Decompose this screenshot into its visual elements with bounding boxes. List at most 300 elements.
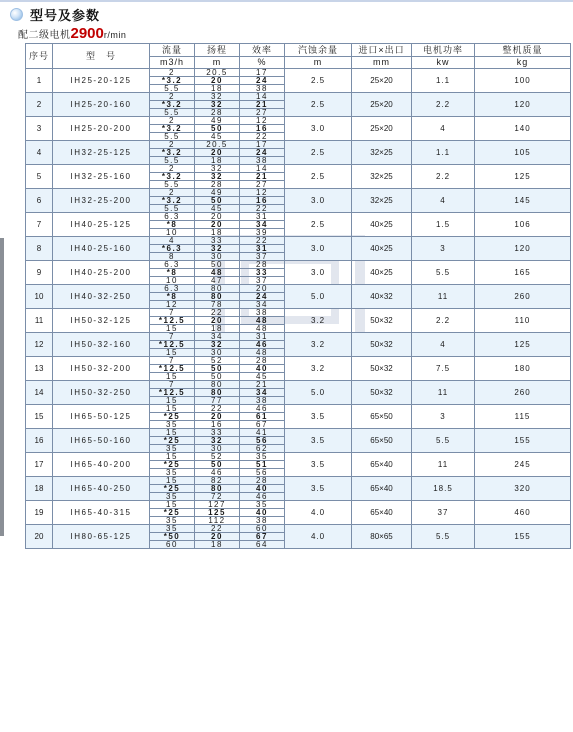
cell-index: 15 xyxy=(26,405,53,429)
cell-index: 16 xyxy=(26,429,53,453)
cell-weight: 106 xyxy=(475,213,571,237)
cell-efficiency: 34 xyxy=(240,301,285,309)
cell-inlet-outlet: 50×32 xyxy=(352,309,412,333)
table-row xyxy=(26,381,571,389)
table-row xyxy=(26,525,571,533)
header-index: 序号 xyxy=(26,44,53,69)
header-head: 扬程 xyxy=(195,44,240,57)
cell-flow: 5.5 xyxy=(150,157,195,165)
cell-flow: 15 xyxy=(150,501,195,509)
cell-flow: *25 xyxy=(150,461,195,469)
cell-head: 50 xyxy=(195,461,240,469)
cell-efficiency: 28 xyxy=(240,261,285,269)
cell-weight: 320 xyxy=(475,477,571,501)
cell-flow: 15 xyxy=(150,349,195,357)
cell-efficiency: 21 xyxy=(240,101,285,109)
table-row-group xyxy=(26,453,571,477)
cell-head: 50 xyxy=(195,125,240,133)
cell-flow: 15 xyxy=(150,405,195,413)
cell-model: IH25-20-200 xyxy=(53,117,150,141)
cell-npsh: 3.0 xyxy=(285,237,352,261)
cell-head: 18 xyxy=(195,541,240,549)
cell-model: IH65-40-250 xyxy=(53,477,150,501)
cell-power: 11 xyxy=(412,285,475,309)
cell-index: 4 xyxy=(26,141,53,165)
cell-npsh: 3.2 xyxy=(285,333,352,357)
cell-index: 6 xyxy=(26,189,53,213)
cell-efficiency: 31 xyxy=(240,245,285,253)
cell-head: 32 xyxy=(195,245,240,253)
cell-efficiency: 60 xyxy=(240,525,285,533)
cell-flow: 7 xyxy=(150,357,195,365)
cell-efficiency: 33 xyxy=(240,269,285,277)
cell-npsh: 2.5 xyxy=(285,141,352,165)
table-row-group xyxy=(26,381,571,405)
cell-flow: 15 xyxy=(150,477,195,485)
cell-weight: 260 xyxy=(475,381,571,405)
cell-flow: *8 xyxy=(150,269,195,277)
motor-speed-prefix: 配二级电机 xyxy=(18,30,71,41)
cell-head: 112 xyxy=(195,517,240,525)
cell-efficiency: 27 xyxy=(240,181,285,189)
cell-inlet-outlet: 65×40 xyxy=(352,477,412,501)
cell-head: 32 xyxy=(195,165,240,173)
cell-model: IH80-65-125 xyxy=(53,525,150,549)
cell-index: 13 xyxy=(26,357,53,381)
cell-inlet-outlet: 25×20 xyxy=(352,93,412,117)
cell-inlet-outlet: 50×32 xyxy=(352,357,412,381)
cell-efficiency: 48 xyxy=(240,325,285,333)
header-model: 型 号 xyxy=(53,44,150,69)
cell-flow: 6.3 xyxy=(150,261,195,269)
table-row xyxy=(26,189,571,197)
cell-efficiency: 22 xyxy=(240,205,285,213)
cell-inlet-outlet: 50×32 xyxy=(352,381,412,405)
cell-head: 46 xyxy=(195,469,240,477)
top-rule xyxy=(0,0,573,2)
cell-npsh: 3.0 xyxy=(285,189,352,213)
cell-weight: 460 xyxy=(475,501,571,525)
cell-efficiency: 41 xyxy=(240,429,285,437)
cell-efficiency: 39 xyxy=(240,229,285,237)
cell-model: IH25-20-125 xyxy=(53,69,150,93)
cell-power: 1.5 xyxy=(412,213,475,237)
table-row xyxy=(26,237,571,245)
cell-inlet-outlet: 32×25 xyxy=(352,141,412,165)
cell-index: 12 xyxy=(26,333,53,357)
cell-efficiency: 38 xyxy=(240,309,285,317)
cell-weight: 125 xyxy=(475,333,571,357)
cell-efficiency: 37 xyxy=(240,253,285,261)
cell-index: 10 xyxy=(26,285,53,309)
cell-head: 16 xyxy=(195,421,240,429)
section-title: 型号及参数 xyxy=(30,7,101,23)
cell-head: 45 xyxy=(195,133,240,141)
table-row-group xyxy=(26,237,571,261)
cell-efficiency: 22 xyxy=(240,133,285,141)
cell-head: 72 xyxy=(195,493,240,501)
cell-efficiency: 31 xyxy=(240,333,285,341)
cell-npsh: 5.0 xyxy=(285,381,352,405)
cell-inlet-outlet: 40×25 xyxy=(352,213,412,237)
cell-efficiency: 61 xyxy=(240,413,285,421)
cell-model: IH50-32-250 xyxy=(53,381,150,405)
cell-power: 2.2 xyxy=(412,93,475,117)
table-row xyxy=(26,357,571,365)
table-row xyxy=(26,501,571,509)
bullet-icon xyxy=(10,8,23,21)
cell-index: 3 xyxy=(26,117,53,141)
cell-power: 3 xyxy=(412,237,475,261)
cell-head: 80 xyxy=(195,381,240,389)
cell-efficiency: 16 xyxy=(240,197,285,205)
table-row xyxy=(26,285,571,293)
cell-efficiency: 48 xyxy=(240,317,285,325)
cell-flow: 35 xyxy=(150,525,195,533)
cell-head: 49 xyxy=(195,189,240,197)
cell-flow: *6.3 xyxy=(150,245,195,253)
table-row-group xyxy=(26,261,571,285)
cell-inlet-outlet: 40×25 xyxy=(352,237,412,261)
table-row-group xyxy=(26,285,571,309)
cell-head: 32 xyxy=(195,437,240,445)
cell-head: 30 xyxy=(195,445,240,453)
cell-efficiency: 21 xyxy=(240,381,285,389)
cell-efficiency: 40 xyxy=(240,485,285,493)
section-header xyxy=(10,6,100,22)
unit-weight: kg xyxy=(475,57,571,69)
table-row-group xyxy=(26,189,571,213)
cell-index: 14 xyxy=(26,381,53,405)
motor-speed-value: 2900 xyxy=(70,25,104,42)
cell-efficiency: 40 xyxy=(240,509,285,517)
unit-npsh: m xyxy=(285,57,352,69)
header-inlet-outlet: 进口×出口 xyxy=(352,44,412,57)
cell-flow: 6.3 xyxy=(150,213,195,221)
table-row xyxy=(26,117,571,125)
cell-index: 1 xyxy=(26,69,53,93)
table-row xyxy=(26,69,571,77)
cell-power: 2.2 xyxy=(412,165,475,189)
cell-inlet-outlet: 32×25 xyxy=(352,189,412,213)
cell-efficiency: 24 xyxy=(240,149,285,157)
cell-flow: 7 xyxy=(150,381,195,389)
cell-inlet-outlet: 65×50 xyxy=(352,429,412,453)
cell-npsh: 2.5 xyxy=(285,165,352,189)
cell-model: IH32-25-160 xyxy=(53,165,150,189)
cell-flow: *25 xyxy=(150,437,195,445)
cell-flow: 15 xyxy=(150,453,195,461)
cell-flow: 15 xyxy=(150,397,195,405)
cell-power: 4 xyxy=(412,189,475,213)
cell-head: 22 xyxy=(195,405,240,413)
cell-flow: *12.5 xyxy=(150,389,195,397)
cell-model: IH65-50-125 xyxy=(53,405,150,429)
header-weight: 整机质量 xyxy=(475,44,571,57)
header-efficiency: 效率 xyxy=(240,44,285,57)
cell-weight: 115 xyxy=(475,405,571,429)
cell-weight: 145 xyxy=(475,189,571,213)
cell-head: 34 xyxy=(195,333,240,341)
cell-model: IH65-40-200 xyxy=(53,453,150,477)
cell-efficiency: 28 xyxy=(240,357,285,365)
cell-model: IH40-25-200 xyxy=(53,261,150,285)
cell-head: 125 xyxy=(195,509,240,517)
cell-index: 19 xyxy=(26,501,53,525)
cell-head: 80 xyxy=(195,389,240,397)
table-row-group xyxy=(26,501,571,525)
cell-flow: *25 xyxy=(150,413,195,421)
cell-efficiency: 48 xyxy=(240,349,285,357)
cell-model: IH40-32-250 xyxy=(53,285,150,309)
cell-power: 5.5 xyxy=(412,261,475,285)
unit-power: kw xyxy=(412,57,475,69)
cell-head: 22 xyxy=(195,525,240,533)
cell-power: 4 xyxy=(412,333,475,357)
table-row-group xyxy=(26,213,571,237)
cell-weight: 155 xyxy=(475,429,571,453)
cell-power: 3 xyxy=(412,405,475,429)
cell-flow: *3.2 xyxy=(150,125,195,133)
cell-npsh: 4.0 xyxy=(285,525,352,549)
cell-power: 4 xyxy=(412,117,475,141)
cell-flow: 10 xyxy=(150,229,195,237)
cell-flow: 10 xyxy=(150,277,195,285)
cell-efficiency: 24 xyxy=(240,293,285,301)
cell-npsh: 3.2 xyxy=(285,309,352,333)
cell-power: 5.5 xyxy=(412,429,475,453)
cell-head: 30 xyxy=(195,253,240,261)
cell-weight: 120 xyxy=(475,237,571,261)
cell-npsh: 3.5 xyxy=(285,477,352,501)
cell-flow: *12.5 xyxy=(150,317,195,325)
table-row xyxy=(26,453,571,461)
table-row xyxy=(26,477,571,485)
table-row xyxy=(26,165,571,173)
cell-flow: 5.5 xyxy=(150,85,195,93)
cell-head: 78 xyxy=(195,301,240,309)
cell-efficiency: 51 xyxy=(240,461,285,469)
cell-efficiency: 31 xyxy=(240,213,285,221)
pump-spec-table xyxy=(25,43,571,549)
cell-index: 20 xyxy=(26,525,53,549)
cell-flow: 15 xyxy=(150,325,195,333)
cell-efficiency: 46 xyxy=(240,493,285,501)
table-row-group xyxy=(26,477,571,501)
cell-model: IH50-32-200 xyxy=(53,357,150,381)
cell-npsh: 3.5 xyxy=(285,405,352,429)
cell-head: 20 xyxy=(195,77,240,85)
cell-head: 127 xyxy=(195,501,240,509)
cell-model: IH40-25-125 xyxy=(53,213,150,237)
cell-efficiency: 46 xyxy=(240,405,285,413)
cell-power: 1.1 xyxy=(412,141,475,165)
cell-efficiency: 16 xyxy=(240,125,285,133)
cell-weight: 105 xyxy=(475,141,571,165)
cell-head: 33 xyxy=(195,429,240,437)
cell-flow: *12.5 xyxy=(150,341,195,349)
cell-efficiency: 27 xyxy=(240,109,285,117)
cell-power: 7.5 xyxy=(412,357,475,381)
cell-efficiency: 38 xyxy=(240,517,285,525)
cell-model: IH32-25-200 xyxy=(53,189,150,213)
cell-head: 32 xyxy=(195,93,240,101)
table-row xyxy=(26,141,571,149)
cell-efficiency: 14 xyxy=(240,165,285,173)
cell-head: 52 xyxy=(195,453,240,461)
cell-npsh: 3.0 xyxy=(285,117,352,141)
cell-model: IH65-50-160 xyxy=(53,429,150,453)
cell-efficiency: 67 xyxy=(240,533,285,541)
cell-head: 18 xyxy=(195,157,240,165)
cell-inlet-outlet: 25×20 xyxy=(352,69,412,93)
cell-weight: 110 xyxy=(475,309,571,333)
table-row-group xyxy=(26,141,571,165)
page-edge-bar xyxy=(0,238,4,536)
cell-head: 50 xyxy=(195,365,240,373)
cell-flow: 7 xyxy=(150,309,195,317)
cell-flow: *3.2 xyxy=(150,101,195,109)
cell-head: 20 xyxy=(195,533,240,541)
cell-head: 18 xyxy=(195,85,240,93)
cell-head: 18 xyxy=(195,229,240,237)
cell-head: 28 xyxy=(195,109,240,117)
cell-efficiency: 14 xyxy=(240,93,285,101)
table-row-group xyxy=(26,165,571,189)
cell-model: IH32-25-125 xyxy=(53,141,150,165)
cell-efficiency: 37 xyxy=(240,277,285,285)
cell-head: 32 xyxy=(195,341,240,349)
cell-efficiency: 35 xyxy=(240,501,285,509)
cell-inlet-outlet: 65×40 xyxy=(352,501,412,525)
cell-flow: *3.2 xyxy=(150,173,195,181)
cell-head: 20 xyxy=(195,413,240,421)
table-row-group xyxy=(26,429,571,453)
cell-inlet-outlet: 40×25 xyxy=(352,261,412,285)
cell-efficiency: 24 xyxy=(240,77,285,85)
unit-head: m xyxy=(195,57,240,69)
cell-power: 18.5 xyxy=(412,477,475,501)
cell-flow: 15 xyxy=(150,429,195,437)
cell-power: 2.2 xyxy=(412,309,475,333)
cell-head: 32 xyxy=(195,173,240,181)
cell-flow: 60 xyxy=(150,541,195,549)
table-row-group xyxy=(26,309,571,333)
cell-npsh: 4.0 xyxy=(285,501,352,525)
cell-head: 20.5 xyxy=(195,69,240,77)
header-power: 电机功率 xyxy=(412,44,475,57)
header-npsh: 汽蚀余量 xyxy=(285,44,352,57)
cell-head: 47 xyxy=(195,277,240,285)
cell-npsh: 5.0 xyxy=(285,285,352,309)
cell-inlet-outlet: 80×65 xyxy=(352,525,412,549)
cell-model: IH25-20-160 xyxy=(53,93,150,117)
cell-efficiency: 62 xyxy=(240,445,285,453)
cell-flow: 4 xyxy=(150,237,195,245)
table-row xyxy=(26,333,571,341)
cell-flow: 35 xyxy=(150,421,195,429)
cell-flow: 2 xyxy=(150,189,195,197)
cell-flow: *3.2 xyxy=(150,197,195,205)
cell-efficiency: 12 xyxy=(240,189,285,197)
cell-flow: *25 xyxy=(150,509,195,517)
motor-speed-unit: r/min xyxy=(103,30,127,40)
cell-efficiency: 38 xyxy=(240,85,285,93)
cell-efficiency: 34 xyxy=(240,389,285,397)
header-flow: 流量 xyxy=(150,44,195,57)
table-row-group xyxy=(26,117,571,141)
cell-head: 49 xyxy=(195,117,240,125)
cell-flow: *3.2 xyxy=(150,77,195,85)
cell-npsh: 2.5 xyxy=(285,213,352,237)
cell-model: IH50-32-160 xyxy=(53,333,150,357)
cell-head: 33 xyxy=(195,237,240,245)
cell-flow: 2 xyxy=(150,69,195,77)
cell-head: 50 xyxy=(195,197,240,205)
cell-model: IH40-25-160 xyxy=(53,237,150,261)
cell-weight: 245 xyxy=(475,453,571,477)
cell-efficiency: 17 xyxy=(240,69,285,77)
cell-efficiency: 46 xyxy=(240,341,285,349)
cell-efficiency: 21 xyxy=(240,173,285,181)
cell-flow: 8 xyxy=(150,253,195,261)
cell-npsh: 3.5 xyxy=(285,429,352,453)
table-row-group xyxy=(26,357,571,381)
cell-flow: 2 xyxy=(150,165,195,173)
cell-index: 7 xyxy=(26,213,53,237)
cell-flow: *50 xyxy=(150,533,195,541)
table-row xyxy=(26,213,571,221)
cell-index: 8 xyxy=(26,237,53,261)
cell-head: 82 xyxy=(195,477,240,485)
cell-npsh: 2.5 xyxy=(285,93,352,117)
cell-flow: *8 xyxy=(150,221,195,229)
table-row xyxy=(26,429,571,437)
cell-flow: *8 xyxy=(150,293,195,301)
cell-efficiency: 28 xyxy=(240,477,285,485)
cell-efficiency: 20 xyxy=(240,285,285,293)
cell-weight: 120 xyxy=(475,93,571,117)
cell-efficiency: 40 xyxy=(240,365,285,373)
cell-index: 11 xyxy=(26,309,53,333)
cell-flow: 5.5 xyxy=(150,109,195,117)
cell-power: 11 xyxy=(412,381,475,405)
cell-flow: 5.5 xyxy=(150,205,195,213)
cell-efficiency: 56 xyxy=(240,469,285,477)
cell-power: 5.5 xyxy=(412,525,475,549)
cell-power: 1.1 xyxy=(412,69,475,93)
cell-head: 20 xyxy=(195,149,240,157)
cell-head: 32 xyxy=(195,101,240,109)
cell-inlet-outlet: 40×32 xyxy=(352,285,412,309)
cell-head: 18 xyxy=(195,325,240,333)
cell-efficiency: 38 xyxy=(240,157,285,165)
cell-head: 50 xyxy=(195,373,240,381)
cell-flow: *3.2 xyxy=(150,149,195,157)
cell-head: 30 xyxy=(195,349,240,357)
cell-index: 17 xyxy=(26,453,53,477)
cell-efficiency: 56 xyxy=(240,437,285,445)
cell-npsh: 3.5 xyxy=(285,453,352,477)
cell-index: 9 xyxy=(26,261,53,285)
cell-flow: 5.5 xyxy=(150,133,195,141)
table-row-group xyxy=(26,69,571,93)
cell-flow: 35 xyxy=(150,445,195,453)
cell-efficiency: 34 xyxy=(240,221,285,229)
cell-head: 22 xyxy=(195,309,240,317)
cell-efficiency: 35 xyxy=(240,453,285,461)
cell-flow: 5.5 xyxy=(150,181,195,189)
